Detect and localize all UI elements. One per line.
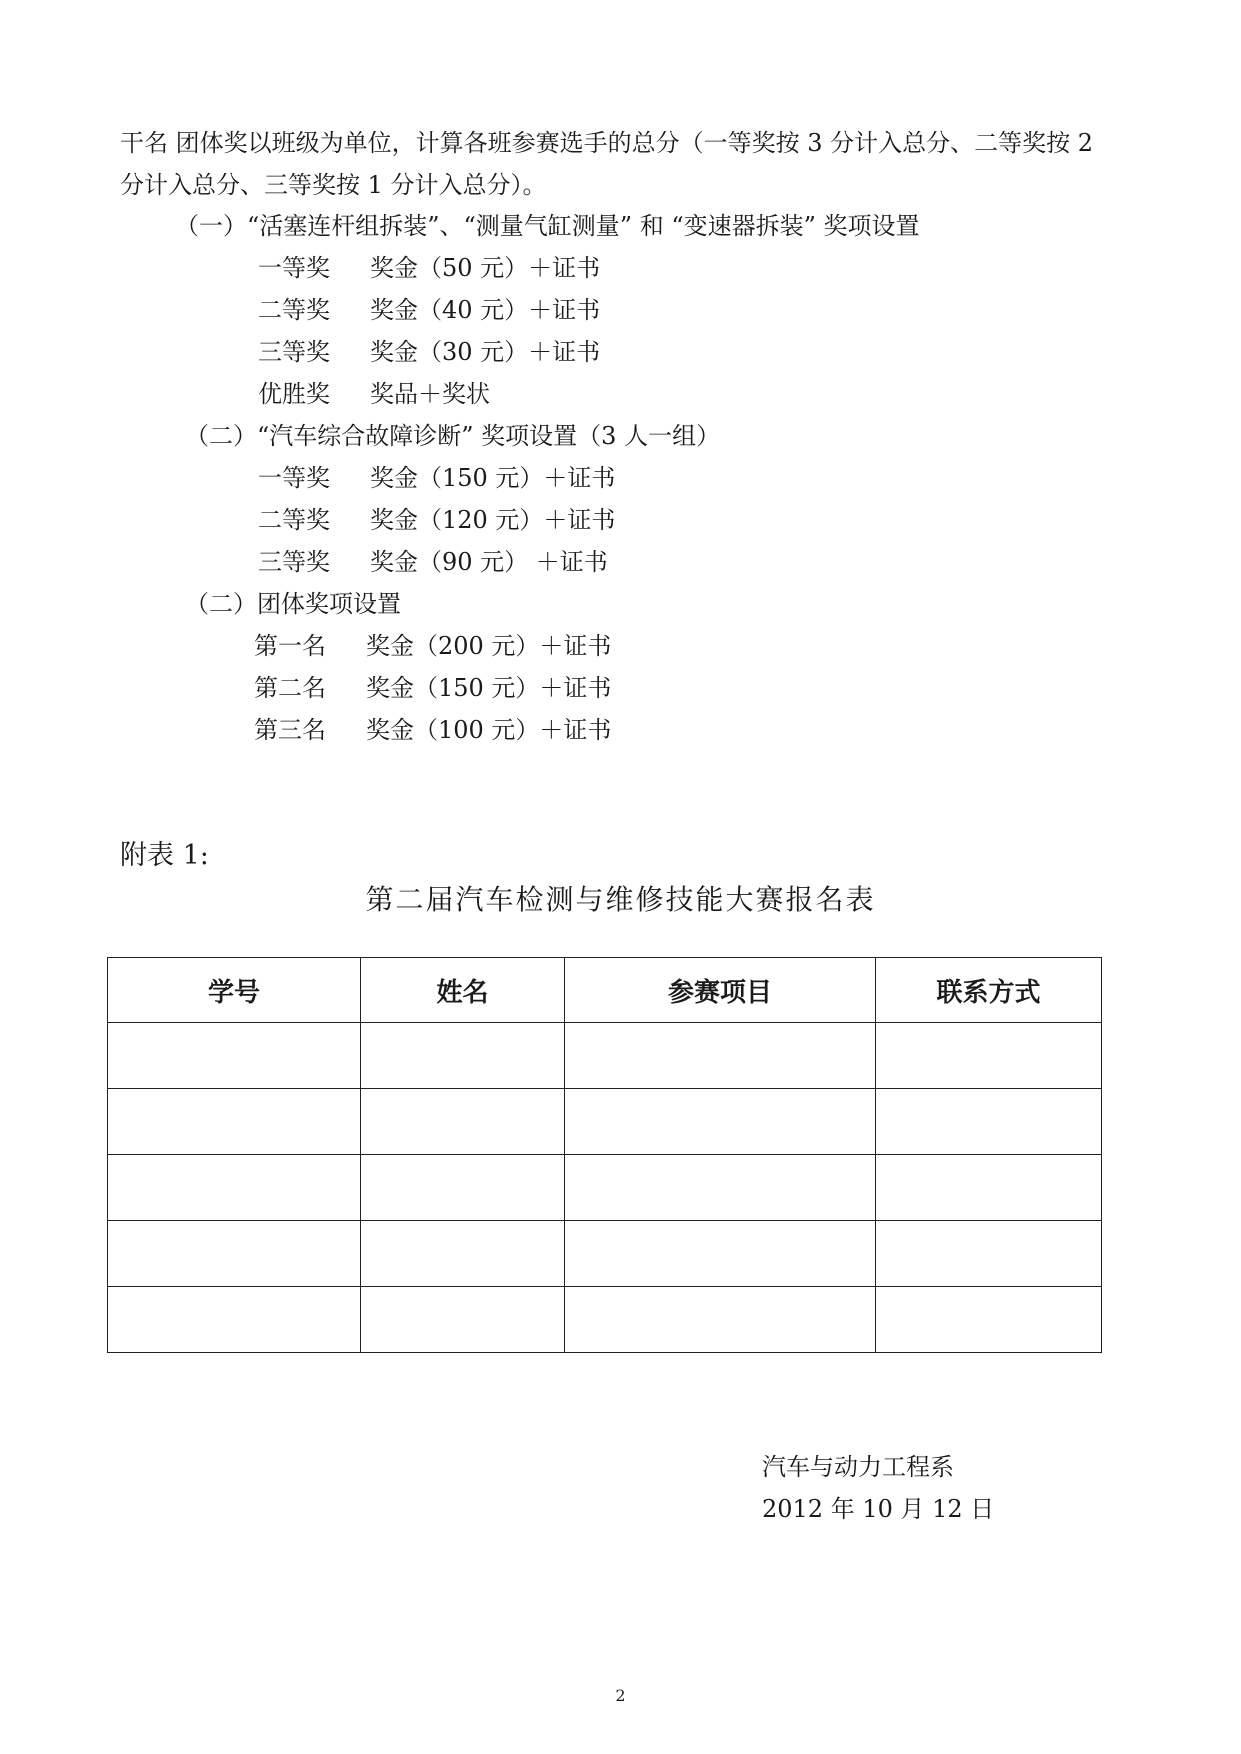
award-name: 第三名 <box>254 716 326 744</box>
table-cell[interactable] <box>361 1023 565 1089</box>
header-name: 姓名 <box>361 958 565 1023</box>
table-header-row <box>108 958 1102 1023</box>
award-prize: 奖品＋奖状 <box>370 380 490 408</box>
award-item <box>258 547 608 577</box>
award-name: 三等奖 <box>258 548 330 576</box>
table-row <box>108 1023 1102 1089</box>
attachment-label: 附表 1: <box>120 840 209 871</box>
award-prize: 奖金（200 元）＋证书 <box>366 632 612 660</box>
header-event: 参赛项目 <box>565 958 876 1023</box>
award-item <box>254 715 611 745</box>
header-contact: 联系方式 <box>876 958 1102 1023</box>
table-row <box>108 1221 1102 1287</box>
form-title: 第二届汽车检测与维修技能大赛报名表 <box>365 883 876 916</box>
table-cell[interactable] <box>108 1287 361 1353</box>
section1-heading: （一）“活塞连杆组拆装”、“测量气缸测量” 和 “变速器拆装” 奖项设置 <box>175 212 920 240</box>
table-row <box>108 1155 1102 1221</box>
table-cell[interactable] <box>876 1023 1102 1089</box>
table-cell[interactable] <box>565 1221 876 1287</box>
table-cell[interactable] <box>565 1155 876 1221</box>
award-name: 第一名 <box>254 632 326 660</box>
table-cell[interactable] <box>876 1287 1102 1353</box>
award-prize: 奖金（100 元）＋证书 <box>366 716 612 744</box>
table-cell[interactable] <box>361 1287 565 1353</box>
award-item <box>258 253 600 283</box>
table-cell[interactable] <box>565 1089 876 1155</box>
award-prize: 奖金（120 元）＋证书 <box>370 506 616 534</box>
table-cell[interactable] <box>876 1155 1102 1221</box>
award-item <box>258 379 490 409</box>
award-item <box>254 631 611 661</box>
award-prize: 奖金（50 元）＋证书 <box>370 254 601 282</box>
table-cell[interactable] <box>108 1221 361 1287</box>
award-prize: 奖金（40 元）＋证书 <box>370 296 601 324</box>
table-cell[interactable] <box>876 1089 1102 1155</box>
table-cell[interactable] <box>108 1023 361 1089</box>
table-cell[interactable] <box>361 1221 565 1287</box>
award-prize: 奖金（150 元）＋证书 <box>366 674 612 702</box>
award-item <box>258 337 600 367</box>
intro-line-1: 干名 团体奖以班级为单位，计算各班参赛选手的总分（一等奖按 3 分计入总分、二等奖按 2 <box>120 129 1094 157</box>
award-item <box>258 505 615 535</box>
award-name: 二等奖 <box>258 296 330 324</box>
table-cell[interactable] <box>361 1089 565 1155</box>
section3-heading: （二）团体奖项设置 <box>185 590 401 618</box>
table-cell[interactable] <box>108 1155 361 1221</box>
signature-date: 2012 年 10 月 12 日 <box>762 1495 995 1523</box>
header-student-id: 学号 <box>108 958 361 1023</box>
award-name: 一等奖 <box>258 254 330 282</box>
award-name: 优胜奖 <box>258 380 330 408</box>
award-item <box>258 295 600 325</box>
table-cell[interactable] <box>876 1221 1102 1287</box>
table-row <box>108 1287 1102 1353</box>
page-number: 2 <box>615 1686 626 1705</box>
table-row <box>108 1089 1102 1155</box>
section2-heading: （二）“汽车综合故障诊断” 奖项设置（3 人一组） <box>185 422 721 450</box>
table-cell[interactable] <box>361 1155 565 1221</box>
intro-line-2: 分计入总分、三等奖按 1 分计入总分）。 <box>120 171 547 199</box>
award-prize: 奖金（90 元） ＋证书 <box>370 548 608 576</box>
table-cell[interactable] <box>108 1089 361 1155</box>
signature-department: 汽车与动力工程系 <box>762 1453 954 1481</box>
award-prize: 奖金（150 元）＋证书 <box>370 464 616 492</box>
award-name: 二等奖 <box>258 506 330 534</box>
award-name: 三等奖 <box>258 338 330 366</box>
table-cell[interactable] <box>565 1287 876 1353</box>
table-cell[interactable] <box>565 1023 876 1089</box>
registration-table <box>107 957 1102 1353</box>
award-item <box>254 673 611 703</box>
award-item <box>258 463 615 493</box>
award-prize: 奖金（30 元）＋证书 <box>370 338 601 366</box>
award-name: 第二名 <box>254 674 326 702</box>
award-name: 一等奖 <box>258 464 330 492</box>
